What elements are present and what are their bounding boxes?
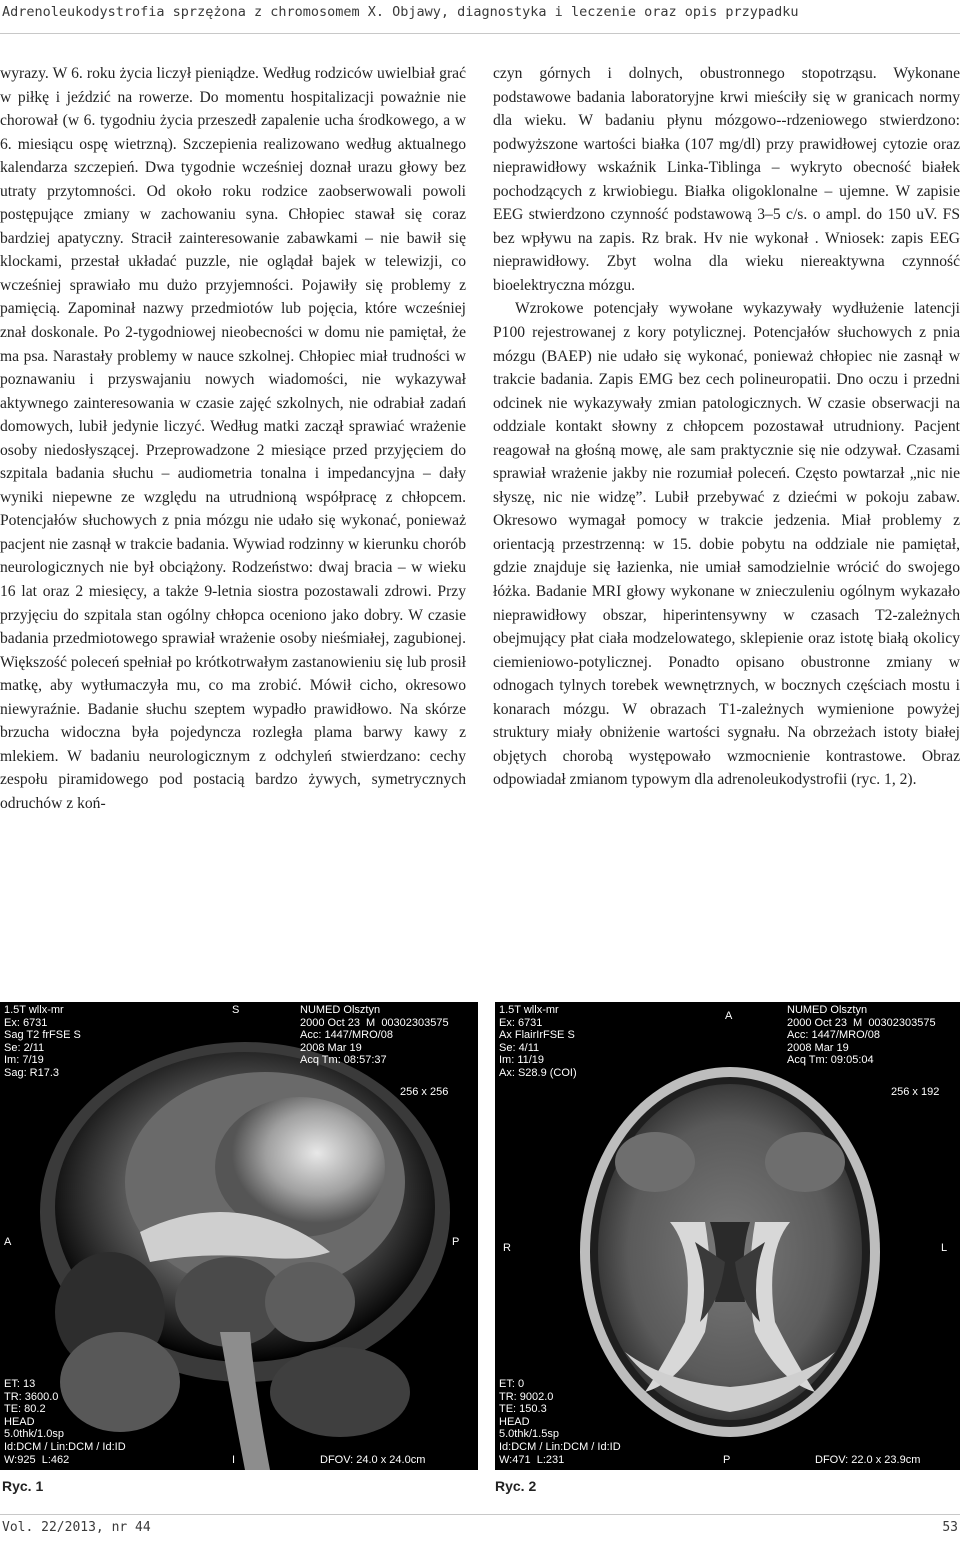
mri2-bottom-right-info: DFOV: 22.0 x 23.9cm xyxy=(815,1454,921,1466)
mri2-top-center-marker: A xyxy=(725,1010,733,1022)
mri1-matrix: 256 x 256 xyxy=(400,1086,449,1098)
running-header xyxy=(0,0,960,34)
mri1-bottom-center-marker: I xyxy=(232,1454,236,1466)
mri1-top-left-info: 1.5T wllx-mr Ex: 6731 Sag T2 frFSE S Se: 2/11 Im: 7/19 Sag: R17.3 xyxy=(4,1004,81,1079)
mri2-top-right-info: NUMED Olsztyn 2000 Oct 23 M 00302303575 Acc: 1447/MRO/08 2008 Mar 19 Acq Tm: 09:05:04 xyxy=(787,1004,936,1067)
mri2-top-left-info: 1.5T wllx-mr Ex: 6731 Ax FlairIrFSE S Se: 4/11 Im: 11/19 Ax: S28.9 (COI) xyxy=(499,1004,577,1079)
mri1-top-right-info: NUMED Olsztyn 2000 Oct 23 M 00302303575 Acc: 1447/MRO/08 2008 Mar 19 Acq Tm: 08:57:37 xyxy=(300,1004,449,1067)
page-number: 53 xyxy=(942,1520,958,1535)
figure1-caption: Ryc. 1 xyxy=(2,1478,44,1494)
right-paragraph-2: Wzrokowe potencjały wywołane wykazywały wydłużenie latencji P100 rejestrowanej z kory potylicznej. Potencjałów słuchowych z pnia mózgu (BAEP) nie udało się wykonać, ponieważ chłopiec nie zasnął w trakcie badania. Zapis EMG bez cech polineuropatii. Dno oczu i przedni odcinek nie wykazywały zmian patologicznych. W czasie obserwacji na oddziale kontakt słowny z chłopcem pozostawał utrudniony. Pacjent reagował na głośną mowę, ale sam praktycznie się nie odzywał. Czasami sprawiał wrażenie jakby nie rozumiał poleceń. Często powtarzał „nic nie słyszę, nic nie widzę”. Lubił przebywać z dziećmi w pokoju zabaw. Okresowo wymagał pomocy w trakcie jedzenia. Miał problemy z orientacją przestrzenną: w 15. dobie pobytu na oddziale nie pamiętał, gdzie znajduje się łazienka, nie umiał samodzielnie wrócić do swojego łóżka. Badanie MRI głowy wykonane w znieczuleniu ogólnym wykazało nieprawidłowy obszar, hiperintensywny w czasach T2-zależnych obejmujący płat ciała modzelowatego, sklepienie oraz istotę białą okolicy ciemieniowo-potylicznej. Ponadto opisano obustronne zmiany w odnogach tylnych torebek wewnętrznych, w bocznych częściach mostu i konarach mózgu. W obrazach T1-zależnych wymienione powyżej struktury miały obniżenie wartości sygnału. Na obrzeżach istoty białej objętych chorobą występowało wzmocnienie kontrastowe. Obraz odpowiadał zmianom typowym dla adrenoleukodystrofii (ryc. 1, 2). xyxy=(493,300,960,789)
mri1-bottom-left-info: ET: 13 TR: 3600.0 TE: 80.2 HEAD 5.0thk/1.0sp Id:DCM / Lin:DCM / Id:ID W:925 L:462 xyxy=(4,1378,126,1466)
right-column xyxy=(493,62,960,792)
mri1-left-marker: A xyxy=(4,1236,12,1248)
mri1-bottom-right-info: DFOV: 24.0 x 24.0cm xyxy=(320,1454,426,1466)
mri-sagittal-figure xyxy=(0,1002,478,1470)
left-paragraph-1: wyrazy. W 6. roku życia liczył pieniądze. Według rodziców uwielbiał grać w piłkę i jeździć na rowerze. Do momentu hospitalizacji poważnie nie chorował (w 6. tygodniu życia przeszedł zapalenie ucha środkowego, a w 6. miesiącu ospę wietrzną). Szczepienia realizowano według aktualnego kalendarza szczepień. Dwa tygodnie wcześniej doznał urazu głowy bez utraty przytomności. Od około roku rodzice zaobserwowali powoli postępujące zmiany w zachowaniu syna. Chłopiec stawał się coraz bardziej apatyczny. Stracił zainteresowanie zabawkami – nie bawił się klockami, przestał układać puzzle, nie oglądał bajek w telewizji, co wcześniej sprawiało mu dużo przyjemności. Pojawiły się problemy z pamięcią. Zapominał nazwy przedmiotów lub pojęcia, które wcześniej znał doskonale. Po 2-tygodniowej nieobecności w domu nie pamiętał, że ma psa. Narastały problemy w nauce szkolnej. Chłopiec miał trudności w poznawaniu i przyswajaniu nowych wiadomości, nie wykazywał aktywnego zainteresowania w czasie zajęć szkolnych, nie odrabiał zadań domowych, lubił jedynie liczyć. Według matki zaczął sprawiać wrażenie osoby niedosłyszącej. Przeprowadzone 2 miesiące przed przyjęciem do szpitala badania słuchu – audiometria tonalna i impedancyjna – dały wyniki niepewne ze względu na utrudnioną współpracę z chłopcem. Potencjałów słuchowych z pnia mózgu nie udało się wykonać, ponieważ pacjent nie zasnął w trakcie badania. Wywiad rodzinny w kierunku chorób neurologicznych nie był obciążony. Rodzeństwo: dwaj bracia – w wieku 16 lat oraz 2 miesięcy, a także 9-letnia siostra pozostawali zdrowi. Przy przyjęciu do szpitala stan ogólny chłopca oceniono jako dobry. W czasie badania przedmiotowego sprawiał wrażenie osoby nieśmiałej, zagubionej. Większość poleceń spełniał po krótkotrwałym zastanowieniu się lub prosił matkę, aby wytłumaczyła mu, co ma zrobić. Mówił cicho, okresowo niewyraźnie. Badanie słuchu szeptem wypadło prawidłowo. Na skórze brzucha widoczna była pojedyncza rozległa plama barwy kawy z mlekiem. W badaniu neurologicznym z odchyleń stwierdzano: cechy zespołu piramidowego pod postacią bardzo żywych, symetrycznych odruchów z koń- xyxy=(0,65,466,812)
mri2-bottom-left-info: ET: 0 TR: 9002.0 TE: 150.3 HEAD 5.0thk/1.5sp Id:DCM / Lin:DCM / Id:ID W:471 L:231 xyxy=(499,1378,621,1466)
left-column xyxy=(0,62,466,816)
right-paragraph-1: czyn górnych i dolnych, obustronnego stopotrząsu. Wykonane podstawowe badania laboratoryjne krwi mieściły się w granicach normy dla wieku. W badaniu płynu mózgowo--rdzeniowego stwierdzono: podwyższone wartości białka (107 mg/dl) przy prawidłowej cytozie oraz nieprawidłowy wskaźnik Linka-Tiblinga – wykryto obecność białek pochodzących z krwiobiegu. Białka oligoklonalne – ujemne. W zapisie EEG stwierdzono czynność podstawową 3–5 c/s. o ampl. do 150 uV. FS bez wpływu na zapis. Rz brak. Hv nie wykonał . Wniosek: zapis EEG nieprawidłowy. Zbyt wolna dla wieku niereaktywna czynność bioelektryczna mózgu. xyxy=(493,65,960,294)
mri1-right-marker: P xyxy=(452,1236,460,1248)
figure2-caption: Ryc. 2 xyxy=(495,1478,537,1494)
mri2-right-marker: L xyxy=(941,1242,948,1254)
running-title: Adrenoleukodystrofia sprzężona z chromosomem X. Objawy, diagnostyka i leczenie oraz opis przypadku xyxy=(2,4,799,20)
page-footer xyxy=(0,1514,960,1544)
mri2-bottom-center-marker: P xyxy=(723,1454,731,1466)
mri2-left-marker: R xyxy=(503,1242,511,1254)
mri1-top-center-marker: S xyxy=(232,1004,240,1016)
volume-info: Vol. 22/2013, nr 44 xyxy=(2,1520,151,1535)
mri-axial-figure xyxy=(495,1002,960,1470)
mri2-matrix: 256 x 192 xyxy=(891,1086,940,1098)
